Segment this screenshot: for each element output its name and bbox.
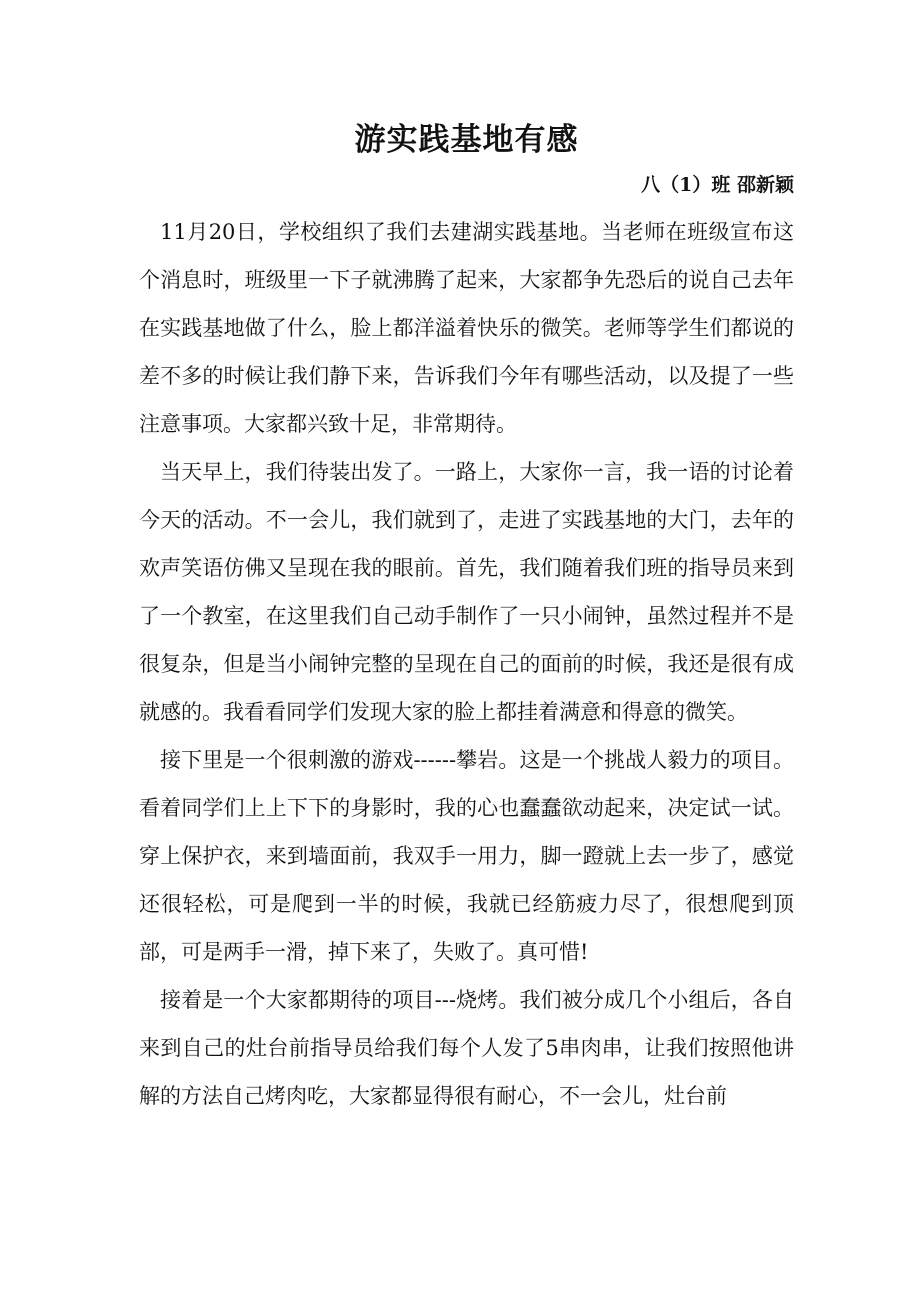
document-title: 游实践基地有感 [354, 122, 579, 158]
paragraph-4: 接着是一个大家都期待的项目---烧烤。我们被分成几个小组后，各自来到自己的灶台前指导员给我们每个人发了5串肉串，让我们按照他讲解的方法自己烤肉吃，大家都显得很有耐心，不一会儿，灶台前 [139, 988, 794, 1108]
paragraph-3: 接下里是一个很刺激的游戏------攀岩。这是一个挑战人毅力的项目。看着同学们上上下下的身影时，我的心也蠢蠢欲动起来，决定试一试。穿上保护衣，来到墙面前，我双手一用力，脚一蹬就上去一步了，感觉还很轻松，可是爬到一半的时候，我就已经筋疲力尽了，很想爬到顶部，可是两手一滑，掉下来了，失败了。真可惜! [139, 748, 794, 964]
author-line: 八（1）班 邵新颖 [641, 174, 794, 196]
paragraph-2: 当天早上，我们待装出发了。一路上，大家你一言，我一语的讨论着今天的活动。不一会儿，我们就到了，走进了实践基地的大门，去年的欢声笑语仿佛又呈现在我的眼前。首先，我们随着我们班的指导员来到了一个教室，在这里我们自己动手制作了一只小闹钟，虽然过程并不是很复杂，但是当小闹钟完整的呈现在自己的面前的时候，我还是很有成就感的。我看看同学们发现大家的脸上都挂着满意和得意的微笑。 [139, 460, 794, 724]
paragraph-1: 11月20日，学校组织了我们去建湖实践基地。当老师在班级宣布这个消息时，班级里一下子就沸腾了起来，大家都争先恐后的说自己去年在实践基地做了什么，脸上都洋溢着快乐的微笑。老师等学生们都说的差不多的时候让我们静下来，告诉我们今年有哪些活动，以及提了一些注意事项。大家都兴致十足，非常期待。 [139, 220, 794, 436]
